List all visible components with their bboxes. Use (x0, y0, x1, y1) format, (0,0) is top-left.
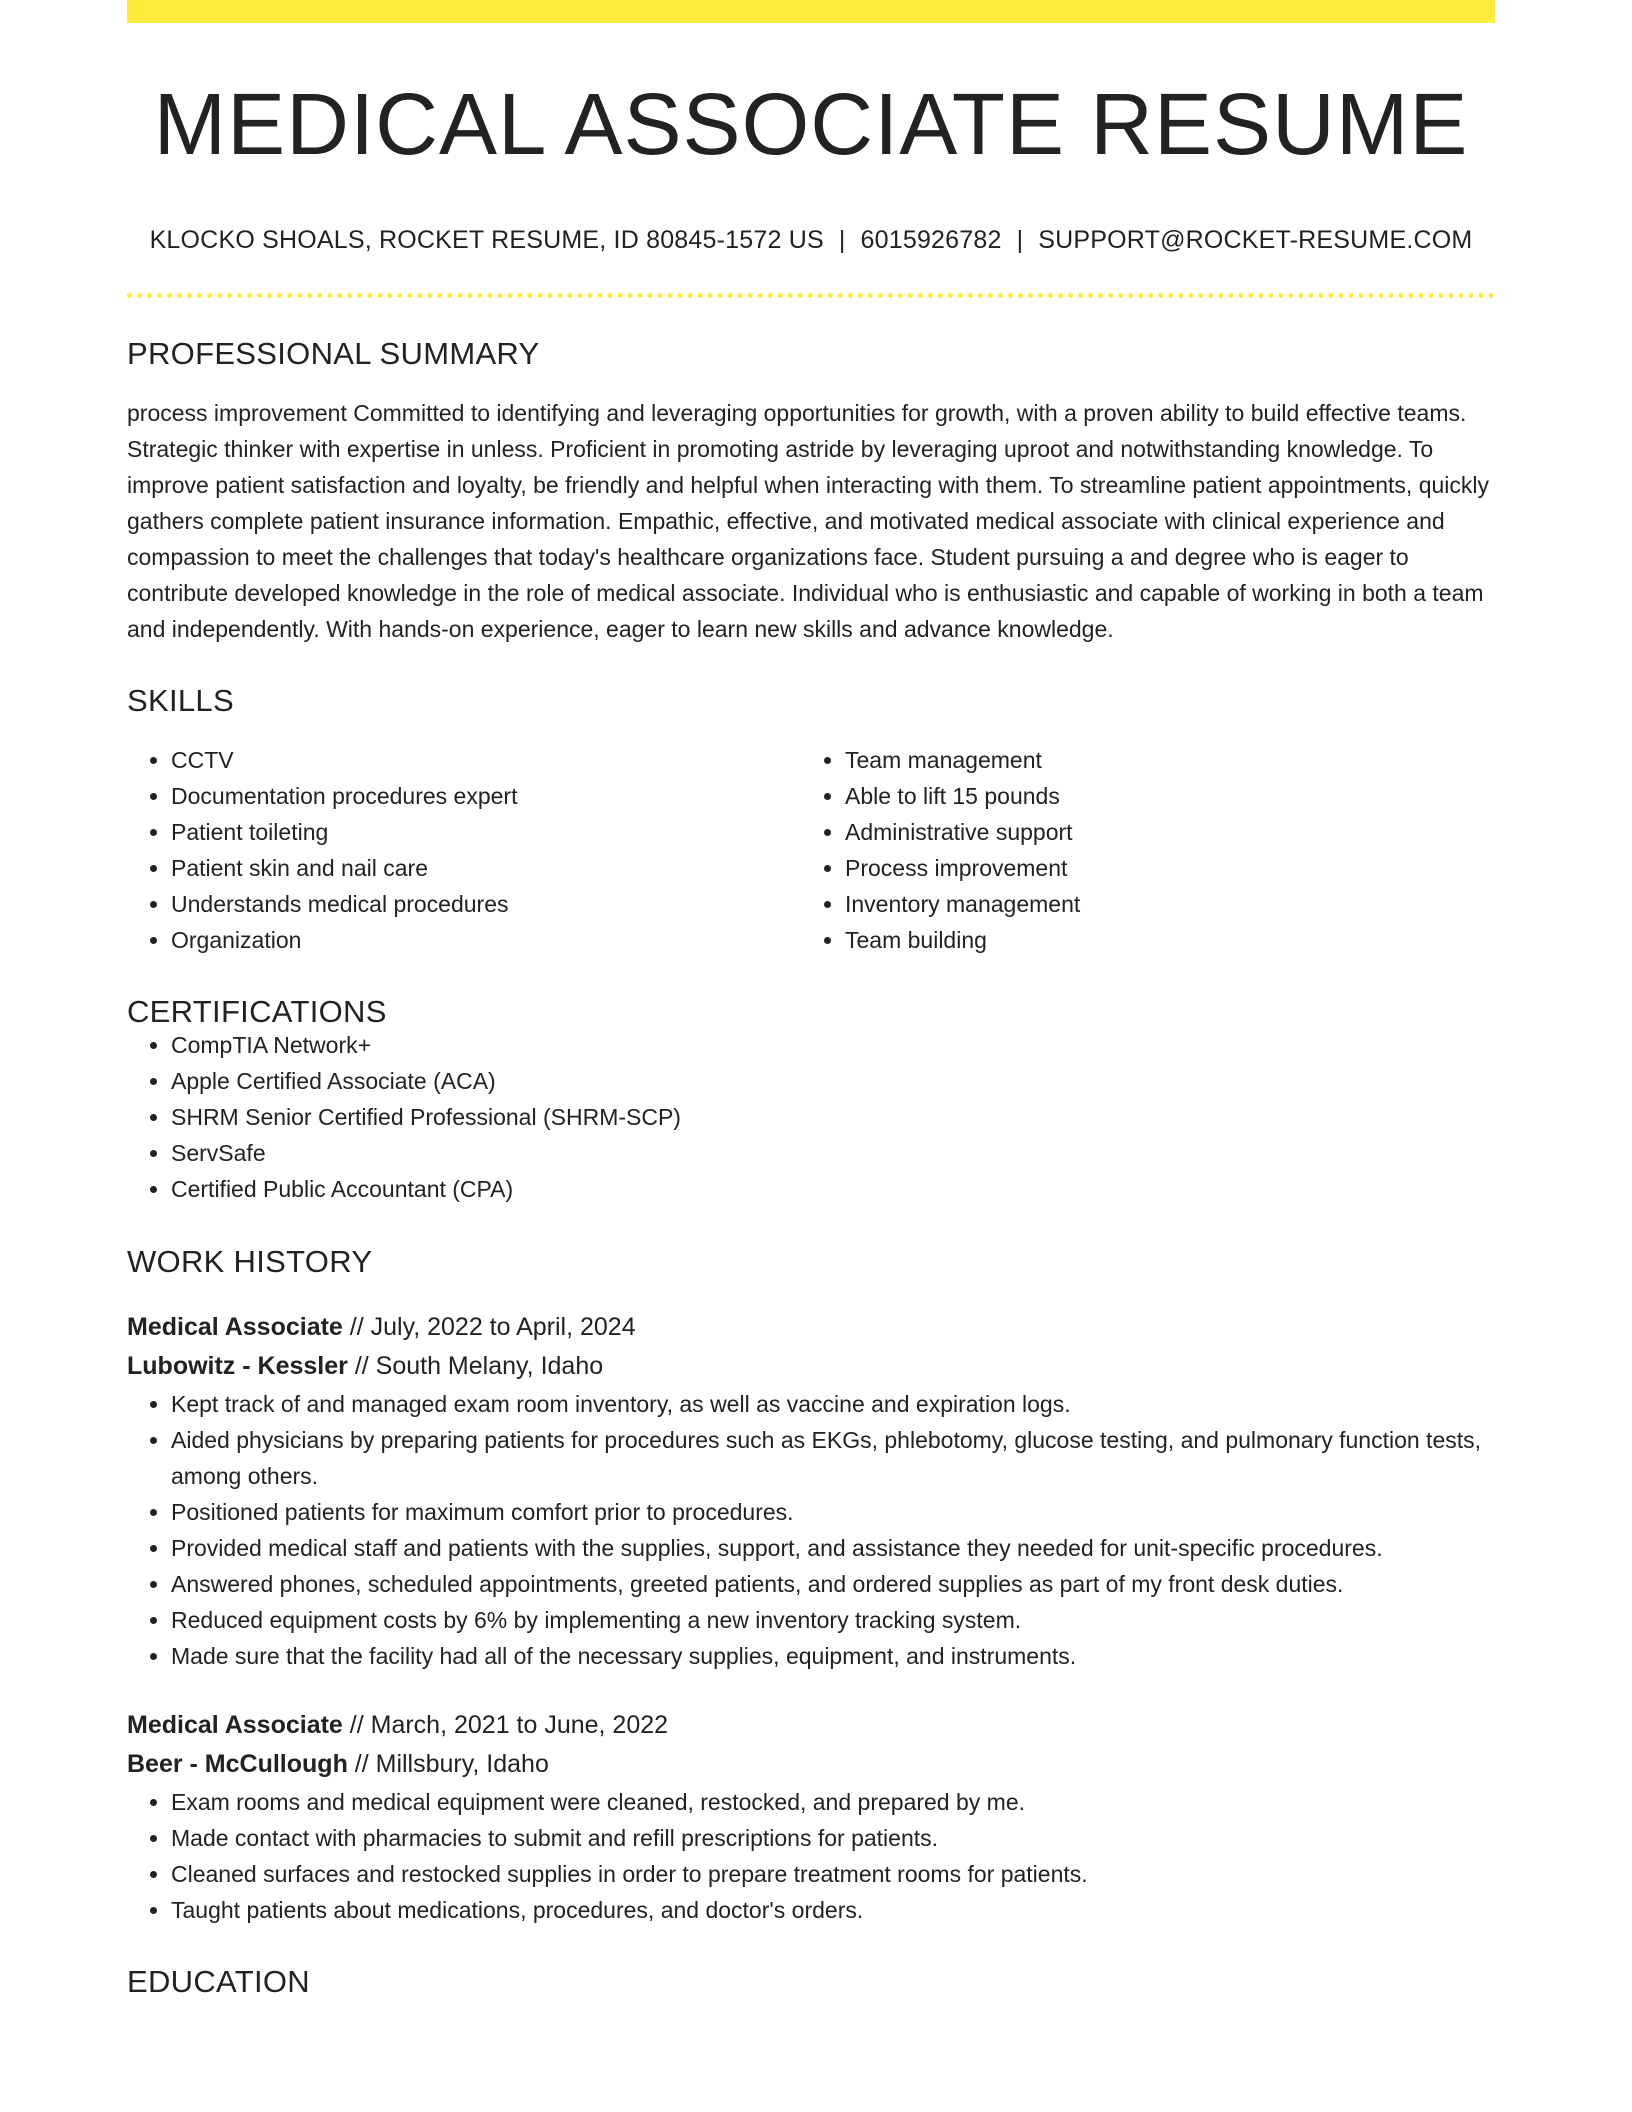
job-company: Beer - McCullough (127, 1750, 348, 1778)
contact-email: SUPPORT@ROCKET-RESUME.COM (1038, 226, 1473, 254)
job-title-line (127, 1706, 1495, 1745)
job-duty: • Taught patients about medications, procedures, and doctor's orders. (171, 1892, 1495, 1928)
job-duty: • Answered phones, scheduled appointments, greeted patients, and ordered supplies as part of my front desk duties. (171, 1566, 1495, 1602)
skill-item: • Documentation procedures expert (171, 778, 801, 814)
job-duty: • Kept track of and managed exam room inventory, as well as vaccine and expiration logs. (171, 1386, 1495, 1422)
skill-item: • Administrative support (845, 814, 1475, 850)
certification-item: • Certified Public Accountant (CPA) (171, 1171, 1495, 1207)
contact-separator: | (838, 226, 846, 254)
resume-title: MEDICAL ASSOCIATE RESUME (153, 76, 1469, 173)
skills-heading: SKILLS (127, 683, 234, 718)
skill-item: • Team management (845, 742, 1475, 778)
skills-column-left (127, 742, 801, 958)
job-duty: • Reduced equipment costs by 6% by implementing a new inventory tracking system. (171, 1602, 1495, 1638)
summary-heading: PROFESSIONAL SUMMARY (127, 336, 540, 371)
job-entry (127, 1308, 1495, 1674)
skill-item: • CCTV (171, 742, 801, 778)
education-heading: EDUCATION (127, 1964, 310, 1999)
skill-item: • Team building (845, 922, 1475, 958)
resume-page (127, 0, 1495, 1997)
job-duties-list (127, 1386, 1495, 1674)
contact-separator: | (1016, 226, 1024, 254)
certification-item: • SHRM Senior Certified Professional (SHRM-SCP) (171, 1099, 1495, 1135)
skill-item: • Patient skin and nail care (171, 850, 801, 886)
job-duty: • Aided physicians by preparing patients for procedures such as EKGs, phlebotomy, glucose testing, and pulmonary function tests, among others. (171, 1422, 1495, 1494)
skill-item: • Inventory management (845, 886, 1475, 922)
header-divider (127, 293, 1495, 298)
skills-list-right (801, 742, 1475, 958)
job-location: // South Melany, Idaho (347, 1352, 604, 1380)
skill-item: • Patient toileting (171, 814, 801, 850)
job-entry (127, 1706, 1495, 1928)
skill-item: • Understands medical procedures (171, 886, 801, 922)
job-duty: • Made contact with pharmacies to submit and refill prescriptions for patients. (171, 1820, 1495, 1856)
accent-bar (127, 0, 1495, 23)
job-company-line (127, 1347, 1495, 1386)
job-title: Medical Associate (127, 1711, 343, 1739)
contact-line (127, 228, 1495, 253)
skills-column-right (801, 742, 1475, 958)
contact-phone: 6015926782 (860, 226, 1002, 254)
certification-item: • ServSafe (171, 1135, 1495, 1171)
skill-item: • Process improvement (845, 850, 1475, 886)
skill-item: • Able to lift 15 pounds (845, 778, 1475, 814)
skills-columns (127, 742, 1495, 958)
job-duty: • Cleaned surfaces and restocked supplies in order to prepare treatment rooms for patients. (171, 1856, 1495, 1892)
job-duty: • Provided medical staff and patients with the supplies, support, and assistance they needed for unit-specific procedures. (171, 1530, 1495, 1566)
job-duty: • Positioned patients for maximum comfort prior to procedures. (171, 1494, 1495, 1530)
job-dates: // July, 2022 to April, 2024 (342, 1313, 636, 1341)
summary-text: process improvement Committed to identifying and leveraging opportunities for growth, with a proven ability to build effective teams. Strategic thinker with expertise in unless. Proficient in promoting astride by leveraging uproot and notwithstanding knowledge. To improve patient satisfaction and loyalty, be friendly and helpful when interacting with them. To streamline patient appointments, quickly gathers complete patient insurance information. Empathic, effective, and motivated medical associate with clinical experience and compassion to meet the challenges that today's healthcare organizations face. Student pursuing a and degree who is eager to contribute developed knowledge in the role of medical associate. Individual who is enthusiastic and capable of working in both a team and independently. With hands-on experience, eager to learn new skills and advance knowledge. (127, 400, 1490, 642)
job-duties-list (127, 1784, 1495, 1928)
job-location: // Millsbury, Idaho (347, 1750, 549, 1778)
contact-address: KLOCKO SHOALS, ROCKET RESUME, ID 80845-1572 US (149, 226, 824, 254)
job-dates: // March, 2021 to June, 2022 (342, 1711, 669, 1739)
job-title-line (127, 1308, 1495, 1347)
certification-item: • CompTIA Network+ (171, 1027, 1495, 1063)
skills-list-left (127, 742, 801, 958)
certification-item: • Apple Certified Associate (ACA) (171, 1063, 1495, 1099)
skill-item: • Organization (171, 922, 801, 958)
job-title: Medical Associate (127, 1313, 343, 1341)
job-duty: • Exam rooms and medical equipment were cleaned, restocked, and prepared by me. (171, 1784, 1495, 1820)
certifications-list (127, 1027, 1495, 1207)
certifications-heading: CERTIFICATIONS (127, 994, 387, 1029)
job-company: Lubowitz - Kessler (127, 1352, 348, 1380)
work-history-heading: WORK HISTORY (127, 1244, 373, 1279)
job-duty: • Made sure that the facility had all of the necessary supplies, equipment, and instruments. (171, 1638, 1495, 1674)
job-company-line (127, 1745, 1495, 1784)
